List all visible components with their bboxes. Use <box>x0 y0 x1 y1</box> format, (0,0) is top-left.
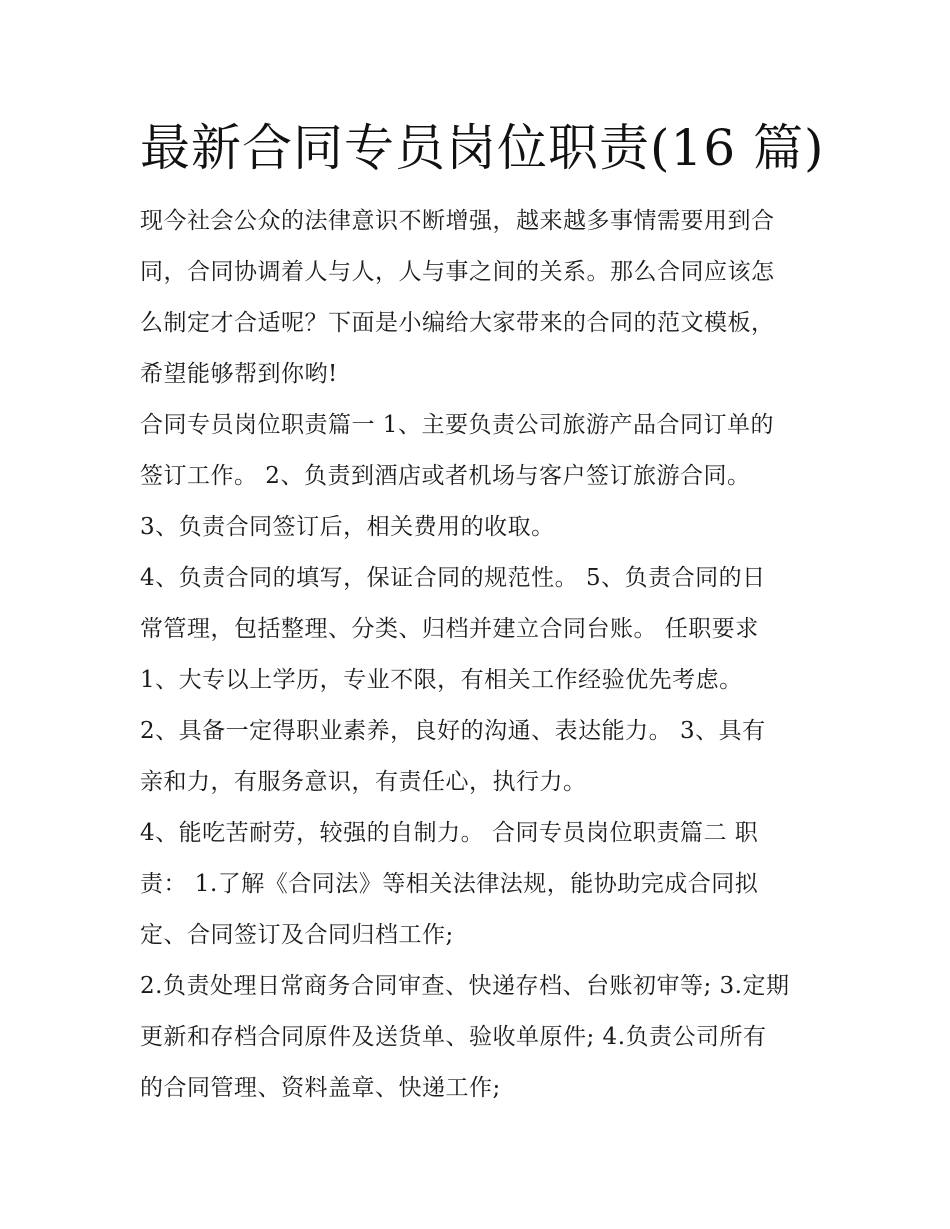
body-line: 责： 1.了解《合同法》等相关法律法规，能协助完成合同拟 <box>140 871 759 897</box>
body-line: 同，合同协调着人与人，人与事之间的关系。那么合同应该怎 <box>140 259 775 285</box>
body-line: 4、能吃苦耐劳，较强的自制力。 合同专员岗位职责篇二 职 <box>140 820 759 846</box>
body-line: 2、具备一定得职业素养，良好的沟通、表达能力。 3、具有 <box>140 718 766 744</box>
body-line: 更新和存档合同原件及送货单、验收单原件; 4.负责公司所有 <box>140 1024 767 1050</box>
body-line: 常管理，包括整理、分类、归档并建立合同台账。 任职要求 <box>140 616 759 642</box>
body-line: 3、负责合同签订后，相关费用的收取。 <box>140 514 555 540</box>
body-line: 1、大专以上学历，专业不限，有相关工作经验优先考虑。 <box>140 667 743 693</box>
document-title: 最新合同专员岗位职责(16 篇) <box>140 119 825 177</box>
body-line: 么制定才合适呢？下面是小编给大家带来的合同的范文模板， <box>140 310 775 336</box>
body-line: 合同专员岗位职责篇一 1、主要负责公司旅游产品合同订单的 <box>140 412 774 438</box>
body-line: 的合同管理、资料盖章、快递工作; <box>140 1075 501 1101</box>
body-line: 4、负责合同的填写，保证合同的规范性。 5、负责合同的日 <box>140 565 766 591</box>
body-line: 希望能够帮到你哟! <box>140 361 338 387</box>
body-line: 定、合同签订及合同归档工作; <box>140 922 454 948</box>
body-line: 亲和力，有服务意识，有责任心，执行力。 <box>140 769 587 795</box>
body-line: 签订工作。 2、负责到酒店或者机场与客户签订旅游合同。 <box>140 463 751 489</box>
body-line: 2.负责处理日常商务合同审查、快递存档、台账初审等; 3.定期 <box>140 973 790 999</box>
body-line: 现今社会公众的法律意识不断增强，越来越多事情需要用到合 <box>140 208 775 234</box>
